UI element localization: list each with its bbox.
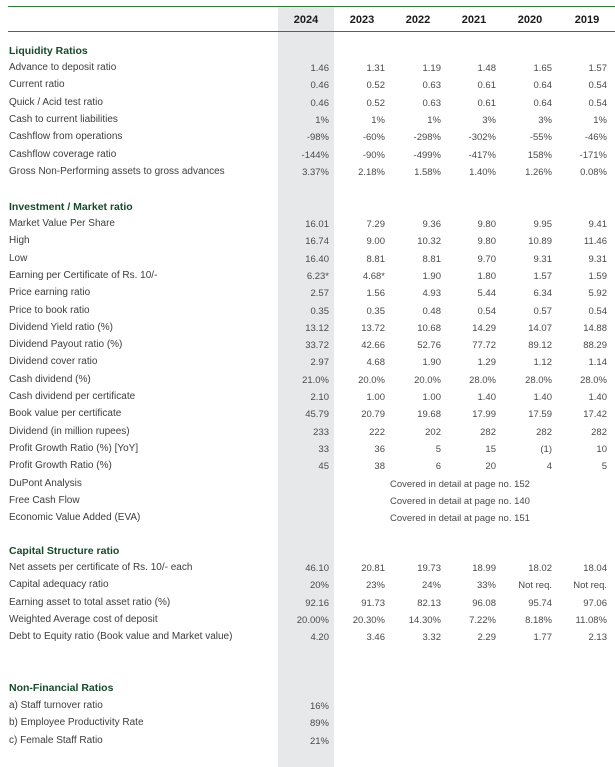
row-label: a) Staff turnover ratio [9, 700, 103, 711]
value-cell: 1.12 [533, 357, 552, 369]
value-cell: 20% [309, 580, 329, 592]
value-cell: 14.29 [472, 322, 496, 334]
section-title: Liquidity Ratios [9, 45, 88, 57]
value-cell: 10.32 [417, 236, 441, 248]
value-cell: 0.35 [366, 305, 385, 317]
value-cell: 91.73 [361, 597, 385, 609]
value-cell: -302% [468, 132, 496, 144]
row-label: Cashflow from operations [9, 131, 123, 143]
row-label: Earning asset to total asset ratio (%) [9, 596, 171, 608]
value-cell: 0.54 [588, 80, 607, 92]
value-cell: 2.57 [310, 288, 329, 300]
value-cell: 1.14 [588, 357, 607, 369]
page-reference-note: Covered in detail at page no. 151 [390, 513, 530, 525]
value-cell: 0.08% [580, 166, 607, 178]
value-cell: 13.12 [305, 322, 329, 334]
value-cell: 1.46 [310, 63, 329, 74]
value-cell: 3.46 [366, 632, 385, 644]
value-cell: 9.70 [477, 253, 496, 265]
row-label: Economic Value Added (EVA) [9, 512, 141, 524]
value-cell: 18.04 [583, 563, 607, 574]
value-cell: 1.65 [533, 63, 552, 74]
value-cell: 9.36 [422, 219, 441, 230]
value-cell: 4.68 [366, 357, 385, 369]
value-cell: 1.00 [366, 392, 385, 403]
value-cell: -171% [579, 149, 607, 161]
value-cell: 1.31 [366, 63, 385, 74]
value-cell: 8.81 [366, 253, 385, 265]
value-cell: 17.42 [583, 409, 607, 421]
value-cell: 10 [596, 443, 607, 455]
value-cell: 1.26% [525, 166, 552, 178]
row-label: Net assets per certificate of Rs. 10/- each [9, 562, 193, 573]
value-cell: 33% [476, 580, 496, 592]
row-label: Gross Non-Performing assets to gross advances [9, 165, 225, 177]
value-cell: 0.54 [588, 97, 607, 109]
value-cell: 1.57 [533, 270, 552, 282]
value-cell: 28.0% [525, 374, 552, 386]
row-label: Cashflow coverage ratio [9, 148, 117, 160]
value-cell: 0.54 [588, 305, 607, 317]
value-cell: 6 [435, 461, 441, 473]
row-label: Market Value Per Share [9, 218, 115, 229]
value-cell: 20.00% [296, 614, 329, 626]
row-label: Profit Growth Ratio (%) [9, 460, 112, 472]
value-cell: 9.80 [477, 219, 496, 230]
value-cell: 2.18% [358, 166, 385, 178]
value-cell: 28.0% [469, 374, 496, 386]
value-cell: 4.68* [362, 270, 385, 282]
value-cell: 9.80 [477, 236, 496, 248]
value-cell: 282 [591, 426, 607, 438]
value-cell: 1.00 [422, 392, 441, 403]
value-cell: 14.88 [583, 322, 607, 334]
value-cell: 1% [371, 114, 385, 126]
value-cell: 6.34 [533, 288, 552, 300]
value-cell: 10.68 [417, 322, 441, 334]
value-cell: 16% [309, 701, 329, 712]
row-label: Profit Growth Ratio (%) [YoY] [9, 442, 139, 454]
value-cell: 0.46 [310, 80, 329, 92]
value-cell: 282 [480, 426, 496, 438]
value-cell: 2.10 [310, 392, 329, 403]
value-cell: -55% [529, 132, 552, 144]
row-label: Current ratio [9, 79, 65, 91]
value-cell: 21% [309, 735, 329, 747]
value-cell: 1.57 [588, 63, 607, 74]
row-label: DuPont Analysis [9, 477, 82, 489]
value-cell: 0.48 [422, 305, 441, 317]
value-cell: -144% [301, 149, 329, 161]
value-cell: 1.59 [588, 270, 607, 282]
value-cell: 7.22% [469, 614, 496, 626]
value-cell: 3.37% [302, 166, 329, 178]
value-cell: 0.52 [366, 80, 385, 92]
value-cell: -60% [362, 132, 385, 144]
value-cell: 282 [536, 426, 552, 438]
value-cell: 9.31 [533, 253, 552, 265]
value-cell: 1.80 [477, 270, 496, 282]
value-cell: 20 [485, 461, 496, 473]
value-cell: 89.12 [528, 340, 552, 352]
value-cell: 38 [374, 461, 385, 473]
value-cell: 9.31 [588, 253, 607, 265]
value-cell: 222 [369, 426, 385, 438]
value-cell: 158% [527, 149, 552, 161]
value-cell: 1.77 [533, 632, 552, 644]
value-cell: 7.29 [366, 219, 385, 230]
value-cell: 1.19 [422, 63, 441, 74]
value-cell: 89% [309, 718, 329, 730]
value-cell: 4.93 [422, 288, 441, 300]
value-cell: 233 [313, 426, 329, 438]
value-cell: 18.99 [472, 563, 496, 574]
value-cell: -499% [413, 149, 441, 161]
value-cell: 0.61 [477, 80, 496, 92]
row-label: Book value per certificate [9, 408, 122, 420]
value-cell: 20.30% [352, 614, 385, 626]
value-cell: 0.61 [477, 97, 496, 109]
row-label: Weighted Average cost of deposit [9, 613, 158, 625]
value-cell: 20.0% [414, 374, 441, 386]
value-cell: 20.0% [358, 374, 385, 386]
value-cell: 20.81 [361, 563, 385, 574]
value-cell: 9.00 [366, 236, 385, 248]
value-cell: 1% [593, 114, 607, 126]
value-cell: 11.08% [575, 614, 607, 626]
value-cell: 0.52 [366, 97, 385, 109]
year-header: 2023 [349, 14, 375, 26]
value-cell: 2.97 [310, 357, 329, 369]
value-cell: 3.32 [422, 632, 441, 644]
value-cell: 1.40 [588, 392, 607, 403]
value-cell: -46% [584, 132, 607, 144]
row-label: Debt to Equity ratio (Book value and Market value) [9, 631, 233, 643]
value-cell: 1.56 [366, 288, 385, 300]
row-label: Dividend (in million rupees) [9, 425, 130, 437]
value-cell: 17.59 [528, 409, 552, 421]
value-cell: 5.92 [588, 288, 607, 300]
value-cell: 28.0% [580, 374, 607, 386]
row-label: Dividend Payout ratio (%) [9, 339, 123, 351]
row-label: b) Employee Productivity Rate [9, 717, 144, 729]
value-cell: 1.48 [477, 63, 496, 74]
value-cell: 15 [485, 443, 496, 455]
section-title: Capital Structure ratio [9, 545, 120, 557]
value-cell: 0.64 [533, 80, 552, 92]
value-cell: 19.73 [417, 563, 441, 574]
row-label: Free Cash Flow [9, 494, 80, 506]
value-cell: 9.95 [533, 219, 552, 230]
value-cell: 19.68 [417, 409, 441, 421]
value-cell: 1.40 [477, 392, 496, 403]
value-cell: 0.64 [533, 97, 552, 109]
value-cell: 18.02 [528, 563, 552, 574]
value-cell: 1% [427, 114, 441, 126]
value-cell: 45.79 [305, 409, 329, 421]
value-cell: 33.72 [305, 340, 329, 352]
value-cell: 202 [425, 426, 441, 438]
value-cell: 0.57 [533, 305, 552, 317]
year-header: 2019 [574, 14, 600, 26]
value-cell: 16.01 [305, 219, 329, 230]
value-cell: 4.20 [310, 632, 329, 644]
value-cell: 97.06 [583, 597, 607, 609]
value-cell: 96.08 [472, 597, 496, 609]
row-label: Advance to deposit ratio [9, 62, 117, 73]
value-cell: 1.90 [422, 357, 441, 369]
value-cell: -90% [362, 149, 385, 161]
value-cell: 2.29 [477, 632, 496, 644]
value-cell: 1% [315, 114, 329, 126]
row-label: Quick / Acid test ratio [9, 96, 103, 108]
header-rule [8, 31, 615, 32]
value-cell: 0.54 [477, 305, 496, 317]
page-reference-note: Covered in detail at page no. 152 [390, 478, 530, 490]
row-label: Earning per Certificate of Rs. 10/- [9, 269, 158, 281]
value-cell: 1.58% [414, 166, 441, 178]
value-cell: 1.40 [533, 392, 552, 403]
year-header: 2021 [461, 14, 487, 26]
value-cell: 1.29 [477, 357, 496, 369]
value-cell: (1) [540, 443, 552, 455]
value-cell: 5 [435, 443, 441, 455]
year-header: 2022 [405, 14, 431, 26]
value-cell: 2.13 [588, 632, 607, 644]
value-cell: 11.46 [583, 236, 607, 248]
value-cell: 88.29 [583, 340, 607, 352]
value-cell: 36 [374, 443, 385, 455]
row-label: Dividend Yield ratio (%) [9, 321, 113, 333]
value-cell: 17.99 [472, 409, 496, 421]
row-label: Dividend cover ratio [9, 356, 98, 368]
header-rule [8, 6, 615, 7]
value-cell: 3% [538, 114, 552, 126]
value-cell: Not req. [518, 580, 552, 592]
value-cell: 6.23* [306, 270, 329, 282]
section-title: Non-Financial Ratios [9, 682, 114, 694]
value-cell: 92.16 [305, 597, 329, 609]
value-cell: 9.41 [588, 219, 607, 230]
value-cell: 0.63 [422, 97, 441, 109]
value-cell: 52.76 [417, 340, 441, 352]
value-cell: 0.46 [310, 97, 329, 109]
row-label: c) Female Staff Ratio [9, 734, 103, 746]
value-cell: -98% [306, 132, 329, 144]
value-cell: 1.90 [422, 270, 441, 282]
row-label: Capital adequacy ratio [9, 579, 109, 591]
value-cell: 8.18% [525, 614, 552, 626]
year-header: 2020 [517, 14, 543, 26]
value-cell: 3% [482, 114, 496, 126]
value-cell: 45 [318, 461, 329, 473]
value-cell: 0.63 [422, 80, 441, 92]
value-cell: 95.74 [528, 597, 552, 609]
row-label: Price earning ratio [9, 287, 91, 299]
value-cell: 14.07 [528, 322, 552, 334]
year-header: 2024 [293, 14, 319, 26]
value-cell: 5.44 [477, 288, 496, 300]
row-label: High [9, 235, 30, 247]
row-label: Cash dividend (%) [9, 373, 91, 385]
value-cell: 24% [421, 580, 441, 592]
value-cell: -298% [413, 132, 441, 144]
row-label: Cash dividend per certificate [9, 391, 136, 402]
value-cell: 42.66 [361, 340, 385, 352]
row-label: Cash to current liabilities [9, 113, 118, 125]
value-cell: -417% [468, 149, 496, 161]
row-label: Low [9, 252, 28, 264]
value-cell: 0.35 [310, 305, 329, 317]
value-cell: 5 [601, 461, 607, 473]
value-cell: 16.40 [305, 253, 329, 265]
page-reference-note: Covered in detail at page no. 140 [390, 495, 530, 507]
value-cell: 23% [365, 580, 385, 592]
value-cell: 13.72 [361, 322, 385, 334]
value-cell: 16.74 [305, 236, 329, 248]
value-cell: 77.72 [472, 340, 496, 352]
value-cell: 21.0% [302, 374, 329, 386]
value-cell: 14.30% [408, 614, 441, 626]
value-cell: 20.79 [361, 409, 385, 421]
value-cell: 4 [546, 461, 552, 473]
row-label: Price to book ratio [9, 304, 90, 316]
value-cell: 46.10 [305, 563, 329, 574]
section-title: Investment / Market ratio [9, 201, 133, 213]
value-cell: 33 [318, 443, 329, 455]
value-cell: Not req. [573, 580, 607, 592]
value-cell: 8.81 [422, 253, 441, 265]
value-cell: 10.89 [528, 236, 552, 248]
value-cell: 82.13 [417, 597, 441, 609]
value-cell: 1.40% [469, 166, 496, 178]
